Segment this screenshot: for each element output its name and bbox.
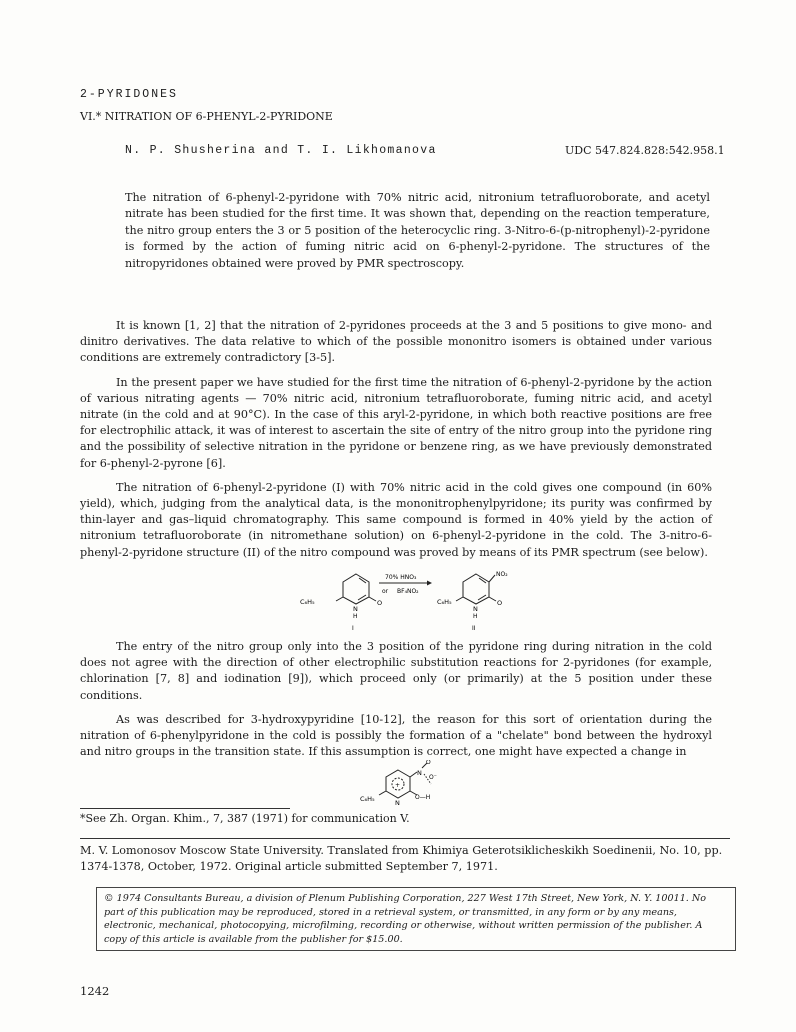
- paragraph-3: The nitration of 6-phenyl-2-pyridone (I) with 70% nitric acid in the cold gives one compound (in 60% yield), which, judging from the analytical data, is the mononitrophenylpyridone; its purity was confirmed by thin-layer and gas–liquid chromatography. This same compound is formed in 40% yield by the action of nitronium tetrafluoroborate (in nitromethane solution) on 6-phenyl-2-pyridone in the cold. The 3-nitro-6-phenyl-2-pyridone structure (II) of the nitro compound was proved by means of its PMR spectrum (see below).: [80, 480, 712, 559]
- paragraph-2: In the present paper we have studied for the first time the nitration of 6-phenyl-2-pyridone by the action of various nitrating agents — 70% nitric acid, nitronium tetrafluoroborate, fuming nitric acid, and acetyl nitrate (in the cold and at 90°C). In the case of this aryl-2-pyridone, in which both reactive positions are free for electrophilic attack, it was of interest to ascertain the site of entry of the nitro group into the pyridone ring and the possibility of selective nitration in the pyridone or benzene ring, as we have previously demonstrated for 6-phenyl-2-pyrone [6].: [80, 375, 712, 470]
- chelate-n: N: [395, 799, 400, 807]
- scheme-no2-II: NO₂: [496, 571, 508, 578]
- chelate-ring: [379, 763, 431, 798]
- body-text-upper: [80, 318, 712, 569]
- copyright-notice: © 1974 Consultants Bureau, a division of Plenum Publishing Corporation, 227 West 17th Street, New York, N. Y. 10011. No part of this publication may be reproduced, stored in a retrieval system, or transmitted, in any form or by any means, electronic, mechanical, photocopying, microfilming, recording or otherwise, without written permission of the publisher. A copy of this article is available from the publisher for $15.00.: [96, 887, 736, 951]
- chelate-structure: [360, 760, 460, 808]
- body-text-lower: [80, 639, 712, 768]
- scheme-o-II: O: [497, 599, 503, 607]
- abstract: The nitration of 6-phenyl-2-pyridone with 70% nitric acid, nitronium tetrafluoroborate, and acetyl nitrate has been studied for the first time. It was shown that, depending on the reaction temperature, the nitro group enters the 3 or 5 position of the heterocyclic ring. 3-Nitro-6-(p-nitrophenyl)-2-pyridone is formed by the action of fuming nitric acid on 6-phenyl-2-pyridone. The structures of the nitropyridones obtained were proved by PMR spectroscopy.: [125, 191, 710, 270]
- journal-series: 2-PYRIDONES: [80, 88, 178, 101]
- authors: N. P. Shusherina and T. I. Likhomanova: [125, 144, 437, 157]
- chelate-oh: O—H: [415, 794, 431, 801]
- compound-label-I: I: [352, 625, 354, 632]
- pyridone-ring-II: [456, 574, 496, 604]
- nitration-scheme: [296, 560, 526, 632]
- paragraph-5: As was described for 3-hydroxypyridine [10-12], the reason for this sort of orientation during the nitration of 6-phenylpyridone in the cold is possibly the formation of a "chelate" bond between the hydroxyl and nitro groups in the transition state. If this assumption is correct, one might have expected a change in: [80, 712, 712, 759]
- compound-label-II: II: [472, 625, 476, 632]
- udc-code: UDC 547.824.828:542.958.1: [565, 144, 725, 157]
- scheme-h-II: H: [473, 613, 478, 620]
- chelate-plus: +: [395, 782, 401, 789]
- arrow-head-icon: [427, 581, 432, 586]
- page-number: 1242: [80, 984, 110, 998]
- reagent-nitronium: BF₄NO₂: [397, 588, 419, 595]
- scheme-o-I: O: [377, 599, 383, 607]
- reagent-or: or: [382, 588, 389, 595]
- reagent-nitric-acid: 70% HNO₃: [385, 574, 417, 581]
- chelate-n-plus: N: [417, 769, 422, 777]
- affiliation-rule: [80, 838, 730, 839]
- chelate-o-minus: O⁻: [429, 774, 437, 781]
- article-title: VI.* NITRATION OF 6-PHENYL-2-PYRIDONE: [80, 110, 333, 123]
- scheme-n-II: N: [473, 605, 478, 613]
- pyridone-ring-I: [336, 574, 376, 604]
- paragraph-4: The entry of the nitro group only into the 3 position of the pyridone ring during nitration in the cold does not agree with the direction of other electrophilic substitution reactions for 2-pyridones (for example, chlorination [7, 8] and iodination [9]), which proceed only (or primarily) at the 5 position under these conditions.: [80, 640, 712, 702]
- scheme-c6h5-II: C₆H₅: [437, 598, 452, 606]
- scheme-h-I: H: [353, 613, 358, 620]
- scheme-c6h5-I: C₆H₅: [300, 598, 315, 606]
- affiliation: M. V. Lomonosov Moscow State University. Translated from Khimiya Geterotsiklicheskikh Soedinenii, No. 10, pp. 1374-1378, October, 1972. Original article submitted September 7, 1971.: [80, 844, 723, 873]
- chelate-c6h5: C₆H₅: [360, 795, 375, 803]
- footnote: *See Zh. Organ. Khim., 7, 387 (1971) for communication V.: [80, 812, 410, 825]
- paragraph-1: It is known [1, 2] that the nitration of 2-pyridones proceeds at the 3 and 5 positions to give mono- and dinitro derivatives. The data relative to which of the possible mononitro isomers is obtained under various conditions are extremely contradictory [3-5].: [80, 319, 712, 365]
- chelate-o-top: O: [426, 760, 431, 766]
- footnote-rule: [80, 808, 290, 809]
- scheme-n-I: N: [353, 605, 358, 613]
